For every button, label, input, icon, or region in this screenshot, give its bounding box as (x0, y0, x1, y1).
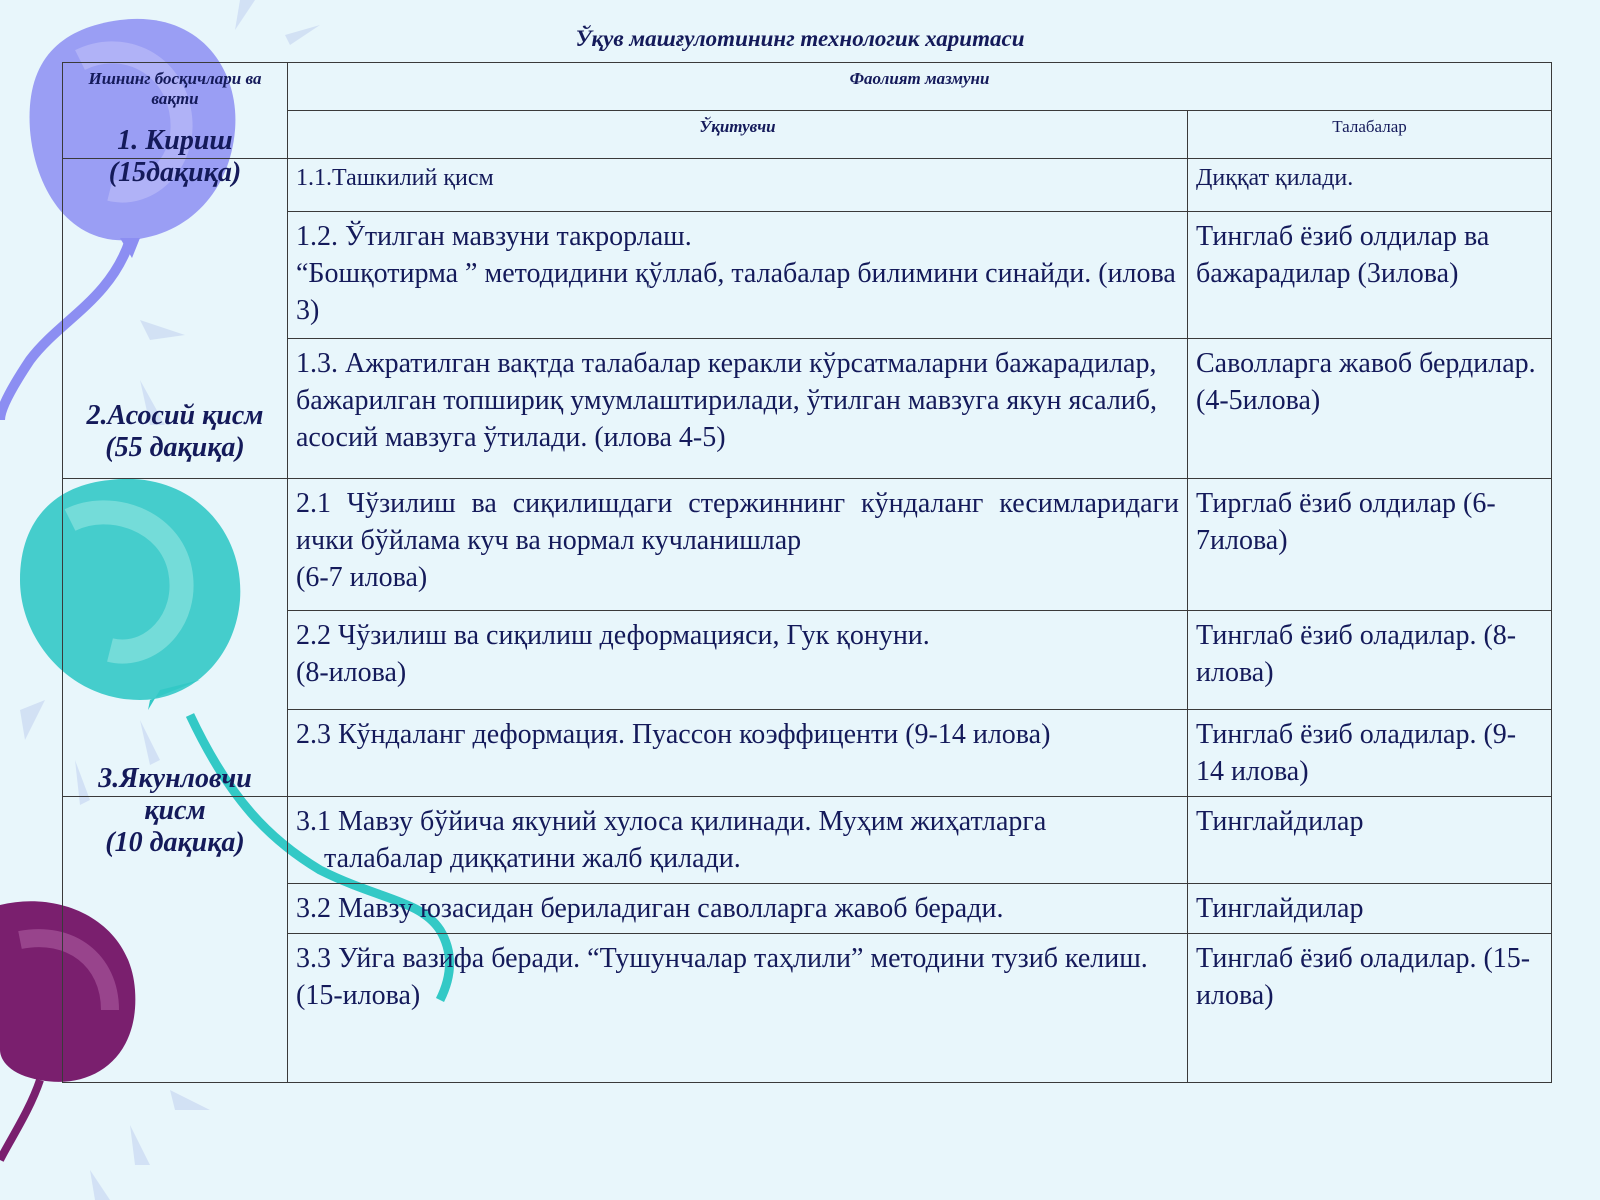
students-header: Талабалар (1188, 111, 1552, 159)
teacher-cell: 3.3 Уйга вазифа беради. “Тушунчалар таҳлили” методини тузиб келиш. (15-илова) (288, 934, 1188, 1083)
teacher-cell: 1.3. Ажратилган вақтда талабалар керакли кўрсатмаларни бажарадилар, бажарилган топшириқ умумлаштирилади, ўтилган мавзуга якун ясалиб, асосий мавзуга ўтилади. (илова 4-5) (288, 339, 1188, 479)
activity-content-header: Фаолият мазмуни (288, 63, 1552, 111)
students-cell: Тинглаб ёзиб олдилар ва бажарадилар (3илова) (1188, 212, 1552, 339)
students-cell: Тинглайдилар (1188, 797, 1552, 884)
stage-cell-final (63, 763, 288, 1083)
teacher-cell: 3.2 Мавзу юзасидан бериладиган саволларга жавоб беради. (288, 884, 1188, 934)
table-row (63, 797, 1552, 884)
stage-name: 2.Асосий қисм (86, 400, 264, 431)
students-cell: Тинглаб ёзиб оладилар. (8-илова) (1188, 611, 1552, 710)
students-cell: Тирглаб ёзиб олдилар (6-7илова) (1188, 479, 1552, 611)
stage-name: 3.Якунловчи (98, 763, 252, 794)
stage-name: 1. Кириш (117, 125, 233, 156)
table-row (63, 479, 1552, 611)
students-cell: Тинглайдилар (1188, 884, 1552, 934)
teacher-cell: 1.2. Ўтилган мавзуни такрорлаш. “Бошқотирма ” методидини қўллаб, талабалар билимини синайди. (илова 3) (288, 212, 1188, 339)
table-row (63, 159, 1552, 212)
stage-time: (10 дақиқа) (105, 827, 245, 858)
teacher-cell: 1.1.Ташкилий қисм (288, 159, 1188, 212)
page-title: Ўқув машғулотининг технологик харитаси (575, 26, 1025, 51)
teacher-cell: 2.3 Кўндаланг деформация. Пуассон коэффиценти (9-14 илова) (288, 710, 1188, 797)
stages-time-header: Ишнинг босқичлари ва вақти (63, 63, 288, 159)
stage-cell-main (63, 400, 288, 797)
header-row (63, 63, 1552, 111)
students-cell: Саволларга жавоб бердилар. (4-5илова) (1188, 339, 1552, 479)
teacher-header: Ўқитувчи (288, 111, 1188, 159)
stage-time: (15дақиқа) (108, 157, 242, 188)
stage-time: (55 дақиқа) (105, 432, 245, 463)
technology-map-table (62, 62, 1552, 1083)
students-cell: Тинглаб ёзиб оладилар. (15-илова) (1188, 934, 1552, 1083)
students-cell: Тинглаб ёзиб оладилар. (9-14 илова) (1188, 710, 1552, 797)
stage-name-cont: қисм (144, 795, 206, 826)
teacher-cell: 3.1 Мавзу бўйича якуний хулоса қилинади. Муҳим жиҳатларга талабалар диққатини жалб қилади. (288, 797, 1188, 884)
teacher-cell: 2.2 Чўзилиш ва сиқилиш деформацияси, Гук қонуни. (8-илова) (288, 611, 1188, 710)
students-cell: Диққат қилади. (1188, 159, 1552, 212)
teacher-cell: 2.1 Чўзилиш ва сиқилишдаги стержиннинг кўндаланг кесимларидаги ички бўйлама куч ва нормал кучланишлар (6-7 илова) (288, 479, 1188, 611)
